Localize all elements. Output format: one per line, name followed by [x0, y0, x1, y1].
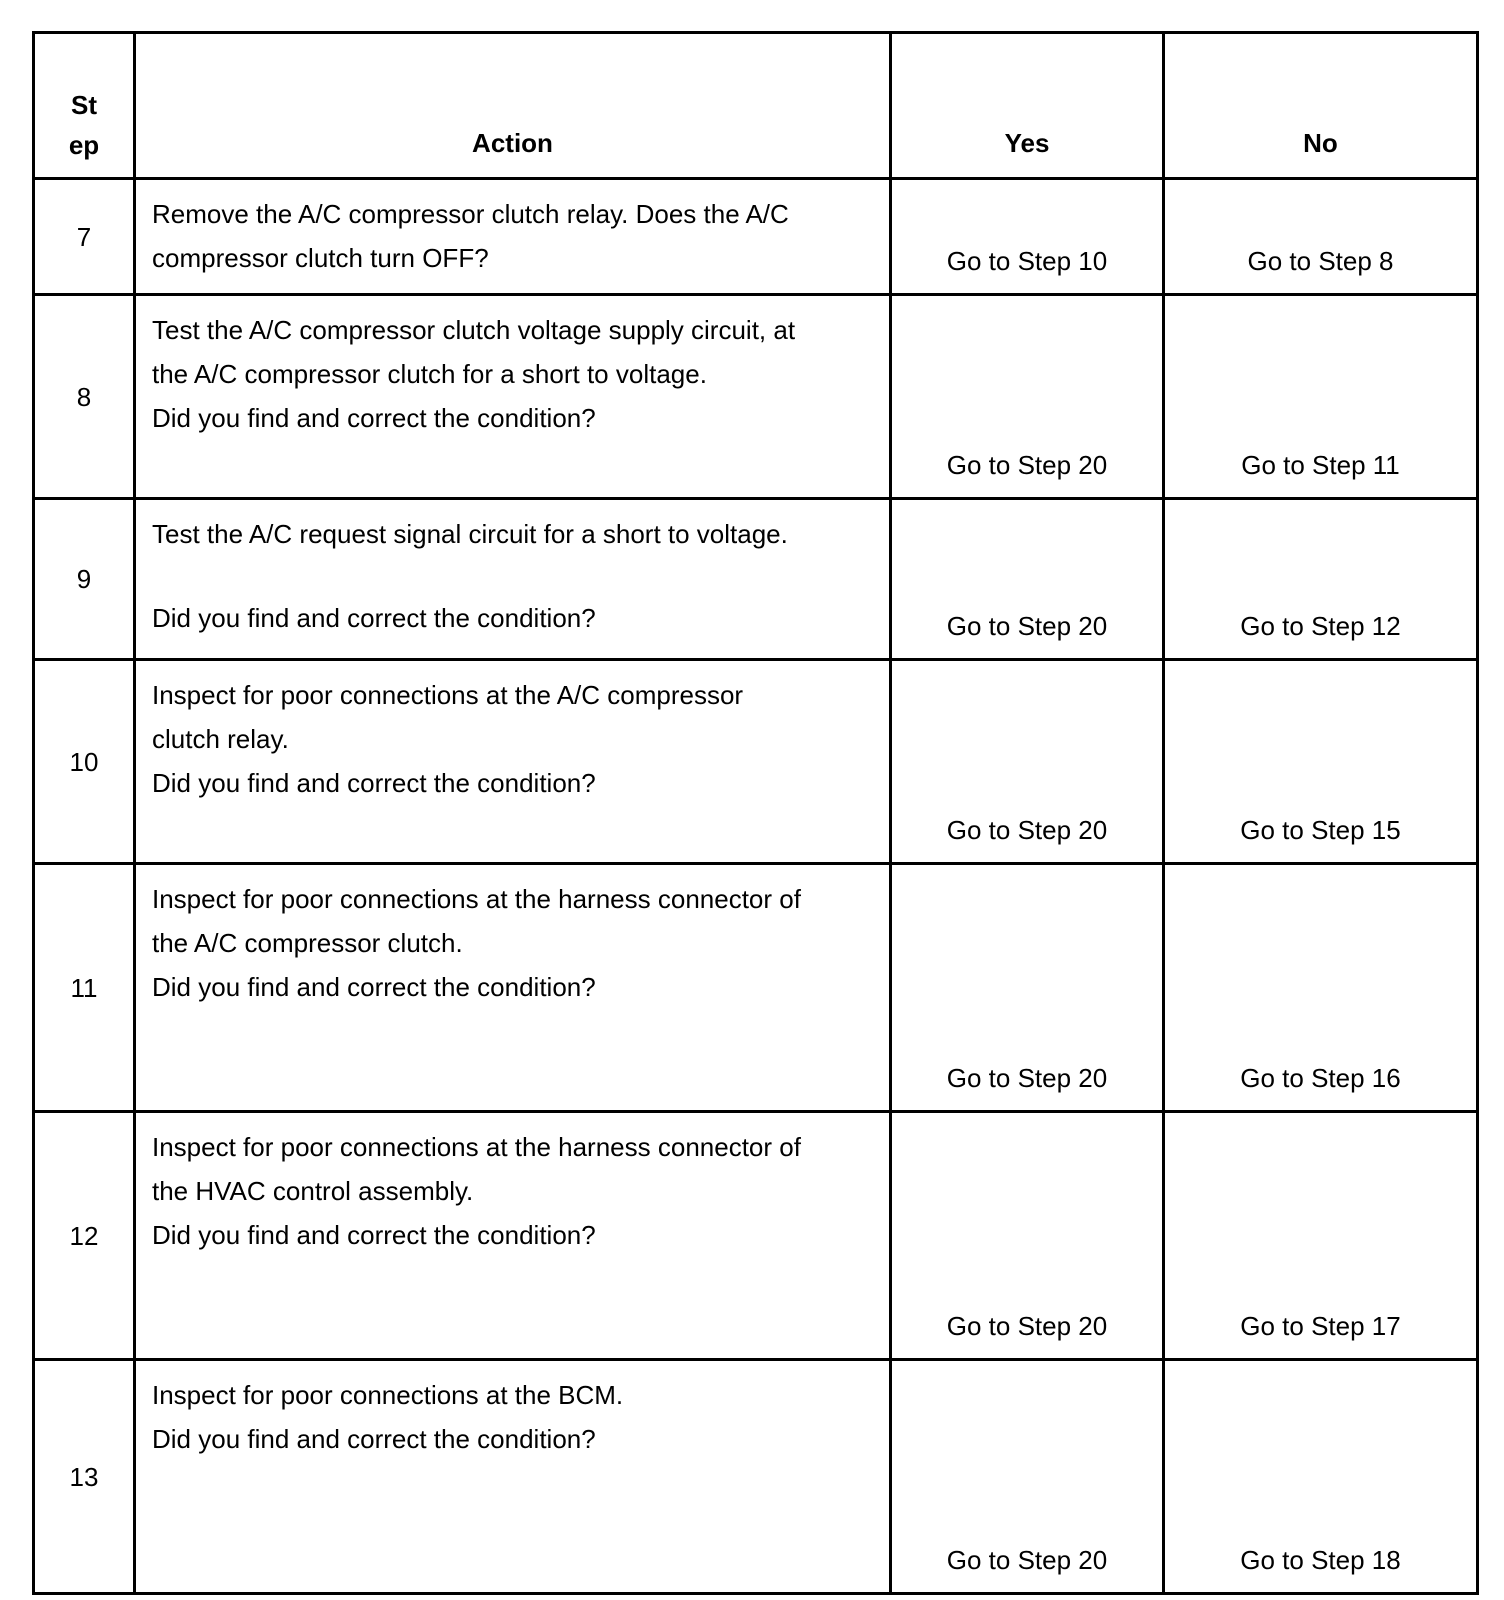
action-gap: [152, 556, 873, 596]
table-row: [34, 179, 1478, 295]
action-line: compressor clutch turn OFF?: [152, 243, 489, 273]
action-line: Test the A/C request signal circuit for a short to voltage.: [152, 519, 788, 549]
no-result: Go to Step 8: [1164, 179, 1478, 295]
table-row: [34, 499, 1478, 660]
action-line: Did you find and correct the condition?: [152, 403, 596, 433]
no-result: Go to Step 18: [1164, 1360, 1478, 1594]
yes-result: Go to Step 20: [891, 1360, 1164, 1594]
action-cell: [135, 1112, 891, 1360]
yes-result: Go to Step 20: [891, 660, 1164, 864]
step-number: 10: [34, 660, 135, 864]
step-number: 12: [34, 1112, 135, 1360]
action-line: Inspect for poor connections at the A/C compressor: [152, 680, 744, 710]
table-row: [34, 1112, 1478, 1360]
action-line: clutch relay.: [152, 724, 289, 754]
action-line: the HVAC control assembly.: [152, 1176, 474, 1206]
yes-result: Go to Step 20: [891, 295, 1164, 499]
table-row: [34, 295, 1478, 499]
no-result: Go to Step 16: [1164, 864, 1478, 1112]
action-cell: [135, 1360, 891, 1594]
table-row: [34, 864, 1478, 1112]
yes-header: Yes: [891, 33, 1164, 179]
step-number: 8: [34, 295, 135, 499]
action-cell: [135, 295, 891, 499]
header-row: [34, 33, 1478, 179]
action-cell: [135, 864, 891, 1112]
step-header-line2: ep: [68, 130, 100, 160]
action-cell: [135, 179, 891, 295]
step-number: 9: [34, 499, 135, 660]
yes-result: Go to Step 10: [891, 179, 1164, 295]
action-line: the A/C compressor clutch for a short to voltage.: [152, 359, 707, 389]
action-line: Inspect for poor connections at the harness connector of: [152, 1132, 801, 1162]
action-cell: [135, 499, 891, 660]
step-number: 13: [34, 1360, 135, 1594]
action-line: Did you find and correct the condition?: [152, 768, 596, 798]
yes-result: Go to Step 20: [891, 499, 1164, 660]
no-header: No: [1164, 33, 1478, 179]
action-header: Action: [135, 33, 891, 179]
no-result: Go to Step 12: [1164, 499, 1478, 660]
step-header: [34, 33, 135, 179]
yes-result: Go to Step 20: [891, 1112, 1164, 1360]
action-line: Did you find and correct the condition?: [152, 972, 596, 1002]
table-row: [34, 660, 1478, 864]
table-row: [34, 1360, 1478, 1594]
yes-result: Go to Step 20: [891, 864, 1164, 1112]
no-result: Go to Step 11: [1164, 295, 1478, 499]
no-result: Go to Step 15: [1164, 660, 1478, 864]
step-header-line1: St: [71, 90, 97, 120]
action-line: Remove the A/C compressor clutch relay. Does the A/C: [152, 199, 789, 229]
action-line: Test the A/C compressor clutch voltage supply circuit, at: [152, 315, 796, 345]
step-number: 7: [34, 179, 135, 295]
step-number: 11: [34, 864, 135, 1112]
action-line: Did you find and correct the condition?: [152, 1424, 596, 1454]
action-cell: [135, 660, 891, 864]
no-result: Go to Step 17: [1164, 1112, 1478, 1360]
action-line: the A/C compressor clutch.: [152, 928, 463, 958]
diagnostic-table: [32, 31, 1479, 1595]
action-line: Inspect for poor connections at the harness connector of: [152, 884, 801, 914]
action-line: Inspect for poor connections at the BCM.: [152, 1380, 624, 1410]
action-line: Did you find and correct the condition?: [152, 1220, 596, 1250]
action-line: Did you find and correct the condition?: [152, 603, 596, 633]
